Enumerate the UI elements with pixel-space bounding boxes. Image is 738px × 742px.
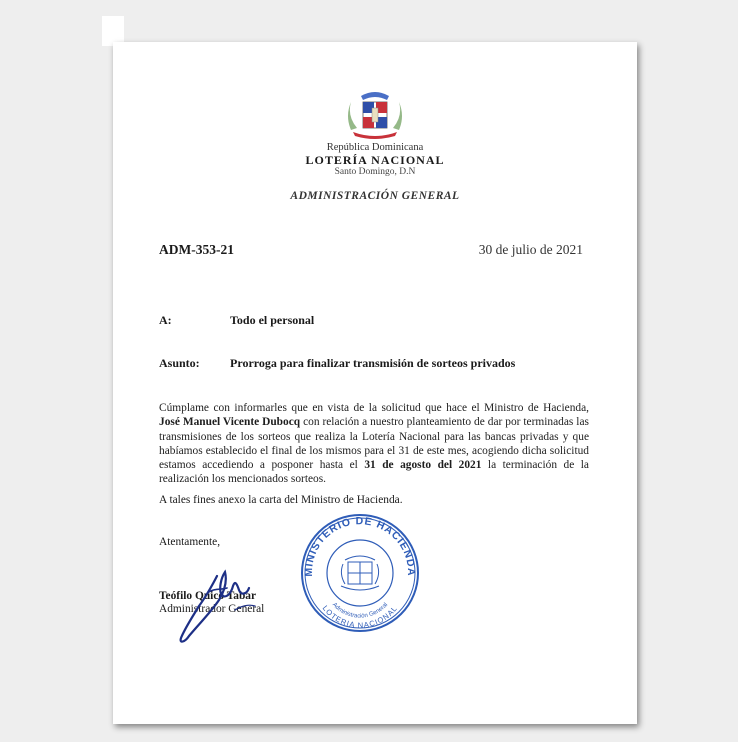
stamp-inner-text-2: LOTERIA NACIONAL bbox=[320, 603, 400, 630]
deadline-date: 31 de agosto del 2021 bbox=[364, 459, 482, 472]
letter-date: 30 de julio de 2021 bbox=[478, 242, 583, 257]
to-value: Todo el personal bbox=[230, 313, 315, 327]
reference-number: ADM-353-21 bbox=[159, 242, 234, 257]
subject-value: Prorroga para finalizar transmisión de sorteos privados bbox=[230, 356, 516, 370]
annex-line: A tales fines anexo la carta del Ministro de Hacienda. bbox=[159, 494, 403, 506]
institution-name: LOTERÍA NACIONAL bbox=[305, 153, 445, 167]
body-part-2: con relación a nuestro planteamiento de dar por terminadas las transmisiones de los sorteos que realiza la Lotería Nacional para las bancas privadas y que habíamos establecido el final de los mismos para el 31 de este mes, acogiendo dicha solicitud estamos accediendo a posponer hasta el bbox=[159, 416, 589, 472]
coat-of-arms-icon bbox=[343, 90, 407, 140]
stamp-inner-text-1: Administración General bbox=[330, 602, 390, 620]
handwritten-signature bbox=[169, 554, 279, 646]
republic-line: República Dominicana bbox=[326, 142, 424, 153]
subject-label: Asunto: bbox=[159, 356, 200, 370]
to-label: A: bbox=[159, 313, 172, 327]
body-part-1: Cúmplame con informarles que en vista de la solicitud que hace el Ministro de Hacienda, bbox=[159, 402, 589, 414]
ministry-stamp bbox=[299, 512, 421, 634]
signer-name: Teófilo Quico Tabar bbox=[159, 590, 257, 602]
department-heading: ADMINISTRACIÓN GENERAL bbox=[290, 190, 460, 202]
letter-page bbox=[113, 42, 637, 724]
signer-role: Administrador General bbox=[159, 603, 265, 615]
closing-line: Atentamente, bbox=[159, 536, 221, 548]
body-paragraph bbox=[159, 401, 589, 487]
city-line: Santo Domingo, D.N bbox=[334, 167, 416, 177]
body-part-3: la terminación de la realización los mencionados sorteos. bbox=[159, 459, 589, 486]
stamp-outer-text: MINISTERIO DE HACIENDA bbox=[302, 515, 418, 577]
minister-name: José Manuel Vicente Dubocq bbox=[159, 416, 301, 429]
